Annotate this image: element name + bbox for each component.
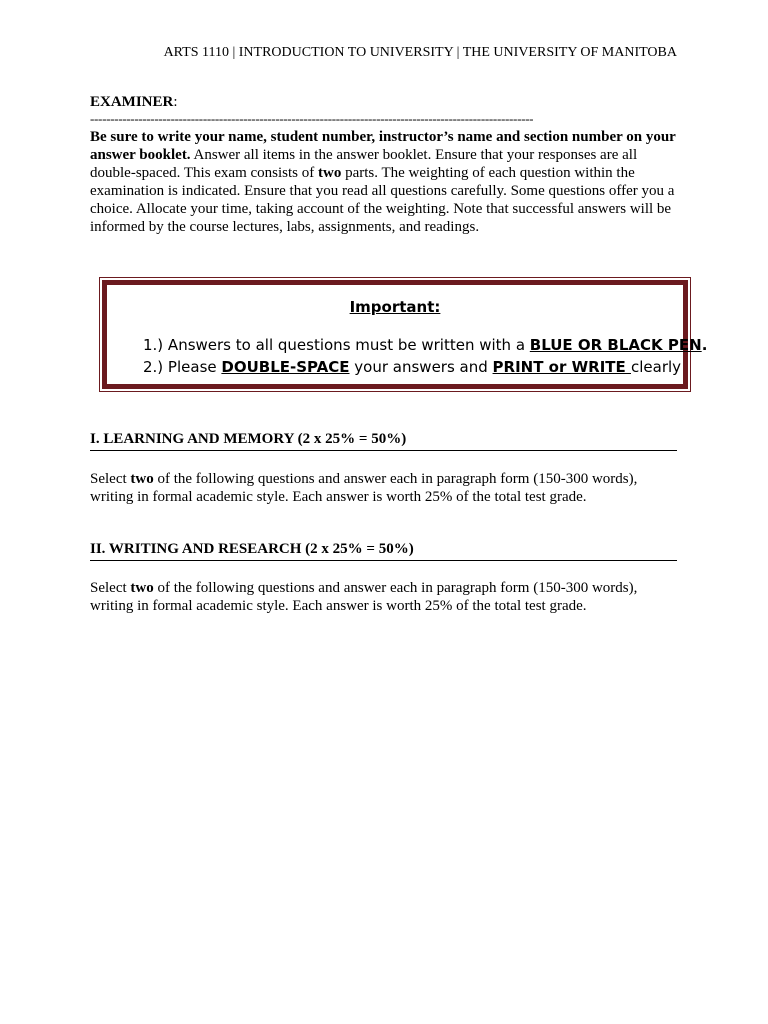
dashed-divider: --------------------------------------------------------------------------------------------------------------: [90, 111, 534, 126]
important-item-2-emphasis-2: PRINT or WRITE: [492, 358, 631, 376]
section-2-body-prefix: Select: [90, 580, 131, 596]
section-2-heading: II. WRITING AND RESEARCH (2 x 25% = 50%): [90, 541, 677, 561]
course-header: ARTS 1110 | INTRODUCTION TO UNIVERSITY | THE UNIVERSITY OF MANITOBA: [163, 45, 677, 60]
instructions-text-2: parts. The weighting of each question within the examination is indicated. Ensure that you read all questions carefully. Some questions offer you a choice. Allocate your time, taking account of the weighting. Note that successful answers will be informed by the course lectures, labs, assignments, and readings.: [90, 165, 675, 235]
important-item-2-emphasis-1: DOUBLE-SPACE: [221, 358, 350, 376]
instructions-paragraph: [90, 128, 680, 236]
important-item-2-suffix: clearly: [630, 358, 682, 376]
important-item-1-suffix: .: [701, 336, 708, 354]
section-1-body-suffix: of the following questions and answer each in paragraph form (150-300 words), writing in formal academic style. Each answer is worth 25% of the total test grade.: [90, 471, 638, 505]
examiner-label-text: EXAMINER: [90, 94, 174, 110]
important-item-1-emphasis: BLUE OR BLACK PEN: [529, 336, 702, 354]
important-item-1: [143, 336, 707, 354]
examiner-colon: :: [173, 94, 178, 110]
examiner-label: [90, 94, 178, 111]
section-2-body-bold: two: [130, 580, 154, 596]
important-item-2-prefix: 2.) Please: [143, 358, 222, 376]
instructions-bold-intro: Be sure to write your name, student number, instructor’s name and section number on your answer booklet.: [90, 129, 676, 163]
section-1-heading: I. LEARNING AND MEMORY (2 x 25% = 50%): [90, 431, 677, 451]
important-box: [102, 280, 708, 389]
important-title: Important:: [349, 298, 441, 316]
instructions-bold-two: two: [318, 165, 342, 181]
section-1-body: [90, 470, 680, 506]
important-item-1-prefix: 1.) Answers to all questions must be written with a: [143, 336, 530, 354]
section-1-body-prefix: Select: [90, 471, 131, 487]
important-item-2-middle: your answers and: [349, 358, 493, 376]
section-2-body: [90, 579, 680, 615]
instructions-text-1: Answer all items in the answer booklet. Ensure that your responses are all double-spaced. This exam consists of: [90, 147, 638, 181]
section-2-body-suffix: of the following questions and answer each in paragraph form (150-300 words), writing in formal academic style. Each answer is worth 25% of the total test grade.: [90, 580, 638, 614]
important-item-2: [143, 358, 681, 376]
section-1-body-bold: two: [130, 471, 154, 487]
